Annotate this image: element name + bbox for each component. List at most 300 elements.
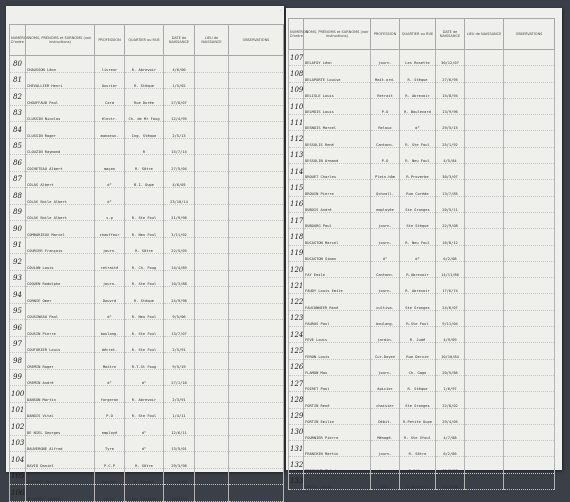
- entry-birthdate: 10/9/98: [436, 457, 465, 473]
- entry-name: DUCASTON Simon: [304, 245, 371, 261]
- table-row: [289, 424, 555, 440]
- entry-birthplace: [195, 221, 229, 238]
- entry-observations: [504, 375, 555, 391]
- entry-observations: [504, 392, 555, 408]
- table-row: [289, 66, 555, 82]
- entry-number: 127: [289, 375, 304, 391]
- entry-birthplace: [195, 452, 229, 469]
- entry-name: FAUCONNIER René: [304, 294, 371, 310]
- entry-profession: forgeron: [95, 386, 125, 403]
- table-row: [289, 212, 555, 228]
- entry-quarter: R. Boulevard: [400, 98, 436, 114]
- entry-number: 111: [289, 115, 304, 131]
- entry-quarter: B.I. Oupe: [125, 171, 164, 188]
- table-row: [10, 221, 284, 238]
- table-row: [289, 180, 555, 196]
- entry-birthplace: [195, 105, 229, 122]
- entry-profession: boulang.: [95, 320, 125, 337]
- entry-number: 109: [289, 82, 304, 98]
- entry-quarter: R. Sôtre: [400, 441, 436, 457]
- entry-birthdate: 27/3/06: [436, 473, 465, 489]
- entry-birthplace: [465, 229, 504, 245]
- entry-profession: chaisier: [371, 392, 400, 408]
- entry-profession: chacro.: [371, 457, 400, 473]
- entry-birthplace: [195, 369, 229, 386]
- entry-quarter: Ing. Stèque: [125, 122, 164, 139]
- entry-quarter: R. Stèque: [125, 72, 164, 89]
- entry-profession: d°: [95, 369, 125, 386]
- entry-observations: [504, 147, 555, 163]
- entry-number: 83: [10, 105, 26, 122]
- register-rows-left: [10, 56, 284, 502]
- entry-birthplace: [465, 343, 504, 359]
- entry-birthplace: [465, 82, 504, 98]
- table-row: [289, 82, 555, 98]
- table-row: [10, 105, 284, 122]
- entry-observations: [504, 212, 555, 228]
- entry-name: FAURUS Paul: [304, 310, 371, 326]
- entry-number: 131: [289, 441, 304, 457]
- entry-birthdate: 4/9/09: [436, 327, 465, 343]
- entry-quarter: R.T.St Foug: [125, 353, 164, 370]
- entry-quarter: R. Ste Foul: [125, 402, 164, 419]
- entry-birthplace: [465, 212, 504, 228]
- entry-profession: Déc.: [371, 473, 400, 489]
- entry-birthdate: 22/5/05: [164, 237, 195, 254]
- entry-name: CHAUSSON Léon: [26, 56, 95, 73]
- entry-birthplace: [195, 402, 229, 419]
- entry-number: 99: [10, 369, 26, 386]
- entry-profession: Tyre: [95, 435, 125, 452]
- entry-number: 87: [10, 171, 26, 188]
- entry-name: FERON Louis: [304, 343, 371, 359]
- register-rows-right: [289, 50, 555, 490]
- table-row: [10, 386, 284, 403]
- entry-birthdate: 3/11/02: [164, 221, 195, 238]
- col-header-date: DATE de NAISSANCE: [436, 19, 465, 50]
- entry-observations: [229, 105, 284, 122]
- entry-number: 115: [289, 180, 304, 196]
- entry-profession: Qchvall.: [371, 180, 400, 196]
- table-row: [10, 336, 284, 353]
- table-row: [10, 138, 284, 155]
- entry-birthdate: 27/1/18: [164, 369, 195, 386]
- entry-birthdate: 12/6/11: [164, 419, 195, 436]
- entry-number: 105: [10, 468, 26, 485]
- entry-birthdate: 2/5/13: [164, 122, 195, 139]
- entry-quarter: R. Stèque: [400, 66, 436, 82]
- entry-birthdate: 12/6/02: [164, 468, 195, 485]
- table-row: [289, 392, 555, 408]
- entry-profession: journ.: [95, 485, 125, 502]
- entry-birthplace: [465, 115, 504, 131]
- entry-quarter: Ste Gronges: [400, 196, 436, 212]
- entry-observations: [504, 424, 555, 440]
- entry-number: 129: [289, 408, 304, 424]
- entry-observations: [229, 419, 284, 436]
- entry-birthplace: [195, 270, 229, 287]
- entry-birthplace: [465, 131, 504, 147]
- entry-quarter: R. Neu Foul: [125, 221, 164, 238]
- table-row: [10, 287, 284, 304]
- entry-birthdate: 13/5/01: [164, 435, 195, 452]
- entry-profession: P.C.P: [95, 452, 125, 469]
- entry-birthplace: [195, 468, 229, 485]
- entry-profession: cultiva.: [371, 294, 400, 310]
- entry-birthdate: 29/4/05: [436, 408, 465, 424]
- entry-profession: Douvrd: [95, 287, 125, 304]
- col-header-date: DATE de NAISSANCE: [164, 25, 195, 56]
- entry-birthdate: 2/3/91: [164, 386, 195, 403]
- entry-observations: [504, 66, 555, 82]
- entry-profession: journ.: [371, 441, 400, 457]
- entry-number: 106: [10, 485, 26, 502]
- entry-birthplace: [195, 171, 229, 188]
- entry-birthdate: 6/2/86: [436, 441, 465, 457]
- entry-observations: [504, 164, 555, 180]
- entry-observations: [229, 138, 284, 155]
- entry-birthdate: 21/9/98: [164, 204, 195, 221]
- entry-quarter: R. Abrevoir: [400, 278, 436, 294]
- entry-name: COLAS Emile Albert: [26, 188, 95, 205]
- entry-birthplace: [465, 359, 504, 375]
- entry-quarter: Ste Gronges: [400, 294, 436, 310]
- entry-number: 116: [289, 196, 304, 212]
- entry-observations: [229, 452, 284, 469]
- table-row: [10, 204, 284, 221]
- table-row: [10, 402, 284, 419]
- entry-birthdate: 27/6/95: [436, 66, 465, 82]
- entry-profession: s.p: [95, 204, 125, 221]
- table-row: [289, 131, 555, 147]
- table-row: [10, 155, 284, 172]
- entry-name: DELISLE Louis: [304, 82, 371, 98]
- entry-birthdate: 29/3/98: [164, 452, 195, 469]
- entry-quarter: R. Stèque: [400, 375, 436, 391]
- entry-number: 97: [10, 336, 26, 353]
- entry-profession: épicier: [371, 375, 400, 391]
- entry-birthdate: 22/9/08: [436, 212, 465, 228]
- table-row: [10, 89, 284, 106]
- entry-number: 125: [289, 343, 304, 359]
- entry-observations: [504, 278, 555, 294]
- entry-number: 91: [10, 237, 26, 254]
- entry-profession: Maît.ord.: [371, 66, 400, 82]
- entry-birthdate: 6/2/08: [436, 245, 465, 261]
- entry-name: DELAPORTE Louise: [304, 66, 371, 82]
- entry-name: CHEVALLIER Henri: [26, 72, 95, 89]
- entry-quarter: [125, 188, 164, 205]
- table-row: [10, 369, 284, 386]
- entry-birthdate: 4/6/05: [164, 171, 195, 188]
- entry-profession: Cantonn.: [371, 131, 400, 147]
- col-header-numero: NUMÉROS D'ordre: [289, 19, 304, 50]
- entry-quarter: R. Sôtre: [125, 155, 164, 172]
- entry-observations: [229, 303, 284, 320]
- entry-birthdate: 2/5/91: [164, 336, 195, 353]
- entry-observations: [229, 89, 284, 106]
- entry-number: 108: [289, 66, 304, 82]
- entry-observations: [504, 180, 555, 196]
- entry-birthdate: 9/5/06: [164, 303, 195, 320]
- entry-name: DESSOLIS René: [304, 131, 371, 147]
- entry-birthplace: [195, 336, 229, 353]
- entry-observations: [504, 343, 555, 359]
- entry-profession: livreur: [95, 56, 125, 73]
- entry-profession: journ.: [371, 50, 400, 66]
- entry-observations: [504, 294, 555, 310]
- entry-profession: boucher: [95, 468, 125, 485]
- entry-birthdate: 17/6/74: [436, 278, 465, 294]
- entry-profession: journ.: [95, 237, 125, 254]
- entry-birthplace: [195, 72, 229, 89]
- entry-number: 94: [10, 287, 26, 304]
- entry-observations: [504, 50, 555, 66]
- entry-birthplace: [465, 66, 504, 82]
- entry-name: DAVID Daniel: [26, 452, 95, 469]
- entry-observations: [229, 468, 284, 485]
- entry-observations: [229, 221, 284, 238]
- entry-birthplace: [195, 485, 229, 502]
- left-register-page: [6, 6, 284, 501]
- table-row: [10, 468, 284, 485]
- entry-profession: P.O: [95, 402, 125, 419]
- entry-birthplace: [465, 261, 504, 277]
- col-header-lieu: LIEU de NAISSANCE: [465, 19, 504, 50]
- table-row: [289, 98, 555, 114]
- entry-observations: [229, 72, 284, 89]
- entry-number: 122: [289, 294, 304, 310]
- entry-name: DANOIS Vital: [26, 402, 95, 419]
- entry-name: FORTIN René: [304, 392, 371, 408]
- col-header-nom: NOMS, PRÉNOMS et SURNOMS (voir instructions): [26, 25, 95, 56]
- entry-birthplace: [465, 164, 504, 180]
- entry-name: FOURNIER Pierre: [304, 424, 371, 440]
- entry-birthdate: 13/9/96: [436, 98, 465, 114]
- entry-birthdate: 12/4/95: [164, 105, 195, 122]
- entry-observations: [229, 386, 284, 403]
- entry-profession: boulang.: [371, 310, 400, 326]
- entry-quarter: R. Abrevoir: [400, 82, 436, 98]
- entry-profession: Ménagé.: [371, 424, 400, 440]
- table-row: [289, 278, 555, 294]
- entry-number: 120: [289, 261, 304, 277]
- entry-quarter: Ste Stèque: [400, 212, 436, 228]
- table-row: [10, 72, 284, 89]
- entry-number: 128: [289, 392, 304, 408]
- entry-number: 107: [289, 50, 304, 66]
- table-row: [289, 261, 555, 277]
- header-row: [10, 25, 284, 56]
- entry-number: 124: [289, 327, 304, 343]
- table-row: [10, 320, 284, 337]
- register-table-right: [288, 18, 555, 490]
- entry-name: FROTEL Jules: [304, 473, 371, 489]
- entry-profession: journ.: [371, 359, 400, 375]
- entry-observations: [504, 229, 555, 245]
- table-row: [10, 122, 284, 139]
- entry-name: FORTIN Emilie: [304, 408, 371, 424]
- entry-observations: [504, 441, 555, 457]
- entry-name: FLAMON Max: [304, 359, 371, 375]
- entry-name: CLUSSIN Roger: [26, 122, 95, 139]
- entry-quarter: d°: [400, 245, 436, 261]
- table-row: [10, 254, 284, 271]
- entry-profession: d°: [95, 303, 125, 320]
- entry-quarter: Ch. Gage: [400, 359, 436, 375]
- entry-birthdate: 24/6/07: [436, 294, 465, 310]
- entry-profession: journ.: [371, 278, 400, 294]
- entry-name: DEBORDE Camille: [26, 468, 95, 485]
- entry-number: 81: [10, 72, 26, 89]
- page-stamp-left: ·: [279, 8, 281, 13]
- col-header-numero: NUMÉROS D'ordre: [10, 25, 26, 56]
- entry-birthplace: [195, 155, 229, 172]
- entry-birthdate: 25/1/92: [436, 131, 465, 147]
- entry-number: 85: [10, 138, 26, 155]
- table-row: [10, 353, 284, 370]
- entry-profession: Cantonn.: [371, 261, 400, 277]
- entry-quarter: Ste Gronges: [400, 392, 436, 408]
- entry-quarter: d°: [125, 435, 164, 452]
- entry-name: CORNIE Omer: [26, 287, 95, 304]
- entry-number: 113: [289, 147, 304, 163]
- entry-observations: [504, 82, 555, 98]
- table-row: [289, 457, 555, 473]
- entry-quarter: d°: [400, 115, 436, 131]
- entry-quarter: Rue Dervie: [400, 343, 436, 359]
- entry-number: 98: [10, 353, 26, 370]
- entry-birthplace: [465, 180, 504, 196]
- entry-name: CLUSSIN Nicolas: [26, 105, 95, 122]
- entry-profession: Ouvrier: [95, 72, 125, 89]
- entry-birthplace: [465, 392, 504, 408]
- entry-observations: [504, 457, 555, 473]
- entry-number: 96: [10, 320, 26, 337]
- entry-birthdate: 4/6/00: [164, 56, 195, 73]
- entry-birthdate: 4/5/84: [436, 147, 465, 163]
- entry-quarter: R. Ste Foul: [125, 204, 164, 221]
- entry-quarter: R. Neu Foul: [400, 147, 436, 163]
- table-row: [10, 435, 284, 452]
- entry-quarter: R. Ste Foul: [125, 336, 164, 353]
- table-row: [289, 327, 555, 343]
- entry-observations: [229, 237, 284, 254]
- entry-birthdate: 1/6/97: [436, 375, 465, 391]
- entry-number: 93: [10, 270, 26, 287]
- entry-number: 126: [289, 359, 304, 375]
- table-row: [289, 473, 555, 489]
- entry-name: DROUET Charles: [304, 164, 371, 180]
- entry-name: COLAS Emile Albert: [26, 204, 95, 221]
- entry-observations: [229, 188, 284, 205]
- entry-birthplace: [195, 237, 229, 254]
- register-table-left: [9, 24, 284, 502]
- entry-profession: P.O: [371, 147, 400, 163]
- table-row: [289, 375, 555, 391]
- entry-quarter: R. Neu Foul: [400, 229, 436, 245]
- entry-profession: maçon: [95, 155, 125, 172]
- entry-birthdate: 1/4/11: [164, 402, 195, 419]
- entry-birthdate: 15/7/14: [164, 138, 195, 155]
- entry-name: COCHETEAU Albert: [26, 155, 95, 172]
- entry-number: 101: [10, 402, 26, 419]
- entry-birthplace: [195, 320, 229, 337]
- entry-quarter: Rue Dorée: [125, 89, 164, 106]
- entry-birthdate: 27/5/04: [164, 155, 195, 172]
- entry-quarter: R. Ste Foul: [400, 131, 436, 147]
- entry-observations: [504, 359, 555, 375]
- entry-name: COURIER François: [26, 237, 95, 254]
- entry-observations: [229, 254, 284, 271]
- entry-quarter: R.Stèque: [400, 457, 436, 473]
- entry-name: FAUDY Louis Emile: [304, 278, 371, 294]
- entry-quarter: Les Rosette: [400, 50, 436, 66]
- entry-profession: journ.: [371, 229, 400, 245]
- entry-birthdate: 14/4/89: [164, 254, 195, 271]
- entry-birthplace: [195, 254, 229, 271]
- entry-quarter: R.Ste Foul: [400, 310, 436, 326]
- entry-birthplace: [195, 138, 229, 155]
- entry-observations: [504, 98, 555, 114]
- entry-profession: électr.: [95, 105, 125, 122]
- entry-name: DUBOIS André: [304, 196, 371, 212]
- table-row: [10, 270, 284, 287]
- entry-name: COUTURIER Louis: [26, 336, 95, 353]
- entry-number: 84: [10, 122, 26, 139]
- entry-number: 90: [10, 221, 26, 238]
- entry-profession: Maître: [95, 353, 125, 370]
- entry-quarter: R. Sôtre: [125, 237, 164, 254]
- entry-observations: [504, 408, 555, 424]
- col-header-lieu: LIEU de NAISSANCE: [195, 25, 229, 56]
- entry-quarter: R. Judé: [400, 327, 436, 343]
- entry-birthplace: [195, 386, 229, 403]
- entry-birthdate: 16/8/12: [436, 229, 465, 245]
- entry-birthplace: [465, 310, 504, 326]
- entry-birthdate: 27/8/07: [164, 89, 195, 106]
- entry-profession: manoeuv.: [95, 122, 125, 139]
- entry-quarter: Ch. de Mr Foug: [125, 105, 164, 122]
- entry-birthplace: [465, 408, 504, 424]
- entry-name: COUSIN Pierre: [26, 320, 95, 337]
- entry-number: 102: [10, 419, 26, 436]
- entry-observations: [229, 336, 284, 353]
- entry-observations: [504, 245, 555, 261]
- entry-quarter: R. Sôtre: [125, 452, 164, 469]
- entry-name: DELAPORT Joseph: [26, 485, 95, 502]
- entry-observations: [229, 435, 284, 452]
- entry-name: DANSON Martin: [26, 386, 95, 403]
- entry-quarter: R. Ste Foul: [125, 270, 164, 287]
- entry-birthplace: [465, 147, 504, 163]
- entry-profession: Card: [95, 89, 125, 106]
- entry-observations: [229, 171, 284, 188]
- entry-profession: employée: [371, 196, 400, 212]
- entry-name: DESNOIS Marcel: [304, 115, 371, 131]
- entry-birthplace: [465, 441, 504, 457]
- entry-quarter: R. Ch. Foug: [125, 254, 164, 271]
- entry-birthplace: [465, 375, 504, 391]
- entry-quarter: R. Ste Vfoul: [400, 424, 436, 440]
- entry-observations: [504, 131, 555, 147]
- entry-birthplace: [465, 294, 504, 310]
- col-header-nom: NOMS, PRÉNOMS et SURNOMS (voir instructions): [304, 19, 371, 50]
- entry-number: 112: [289, 131, 304, 147]
- entry-birthdate: 12/5/14: [164, 485, 195, 502]
- entry-birthdate: 20/5/11: [436, 196, 465, 212]
- entry-number: 80: [10, 56, 26, 73]
